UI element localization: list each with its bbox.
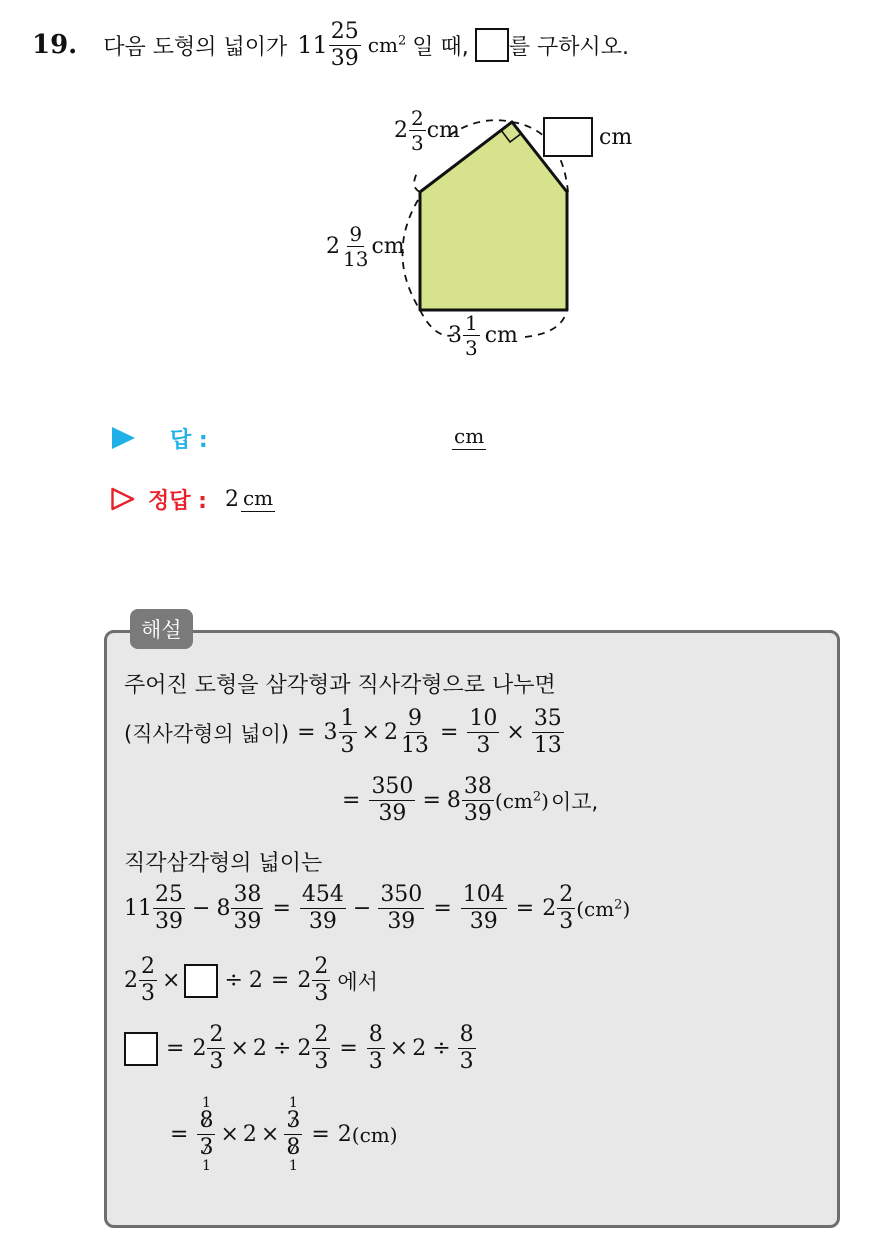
area-whole: 11: [297, 31, 328, 59]
solution-tag: 해설: [130, 609, 193, 649]
problem-text-after: 를 구하시오.: [508, 34, 629, 60]
answer-row: [110, 422, 208, 454]
outline-triangle-icon: [110, 487, 136, 511]
problem-text-before: 다음 도형의 넓이가: [103, 34, 288, 60]
label-top-right: cm: [543, 117, 632, 157]
correct-answer-unit: cm: [242, 486, 274, 510]
problem-text-mid: 일 때,: [412, 34, 469, 60]
solution-line-8: = 1 $\frac{8}{3}$ 1 × 2 × 1 $\frac{3}{8}$ 1 = 2 (cm): [170, 1095, 398, 1174]
correct-answer-row: [110, 483, 275, 515]
answer-input-blank[interactable]: [452, 424, 486, 450]
play-triangle-icon: [110, 426, 136, 450]
label-left: 2 $\frac{9}{13}$ cm: [326, 222, 405, 271]
solution-body: [124, 660, 824, 1220]
label-bottom: 3 $\frac{1}{3}$ cm: [448, 311, 518, 360]
problem-statement: [32, 20, 629, 70]
correct-answer-value: 2: [224, 486, 239, 512]
area-fraction: $\frac{25}{39}$: [330, 18, 359, 71]
dashed-arc-left: [402, 200, 420, 310]
problem-number: 19.: [32, 30, 78, 60]
area-unit: $cm^2$: [367, 33, 407, 57]
solution-line-3: = $\frac{350}{39}$ = 8 $\frac{38}{39}$ $(cm^2)$ 이고,: [342, 774, 599, 826]
solution-line-4: 직각삼각형의 넓이는: [124, 851, 323, 876]
solution-line-2: (직사각형의 넓이) = 3 $\frac{1}{3}$ × 2 $\frac{9}{13}$ = $\frac{10}{3}$ × $\frac{35}{13}$: [124, 706, 562, 758]
unknown-box: [475, 28, 509, 62]
solution-line-5: 11 $\frac{25}{39}$ − 8 $\frac{38}{39}$ = $\frac{454}{39}$ − $\frac{350}{39}$ = $\frac{104}{39}$ = 2 $\frac{2}{3}$ $(cm^2)$: [124, 882, 631, 934]
unknown-box-solution-2: [124, 1032, 158, 1066]
solution-line-7: = 2 $\frac{2}{3}$ × 2 ÷ 2 $\frac{2}{3}$ = $\frac{8}{3}$ × 2 ÷ $\frac{8}{3}$: [124, 1024, 477, 1073]
answer-label: 답 :: [170, 427, 208, 453]
answer-unit: cm: [454, 424, 485, 448]
dashed-arc-bottom-right: [525, 310, 567, 337]
unknown-box-figure: [543, 117, 593, 157]
correct-answer-label: 정답 :: [148, 488, 207, 514]
unknown-box-solution: [184, 964, 218, 998]
dashed-arc-left-top: [414, 173, 420, 192]
solution-line-6: 2 $\frac{2}{3}$ × ÷ 2 = 2 $\frac{2}{3}$ 에서: [124, 954, 378, 1006]
label-top-left: 2 $\frac{2}{3}$ cm: [394, 106, 460, 155]
solution-line-1: 주어진 도형을 삼각형과 직사각형으로 나누면: [124, 673, 556, 698]
